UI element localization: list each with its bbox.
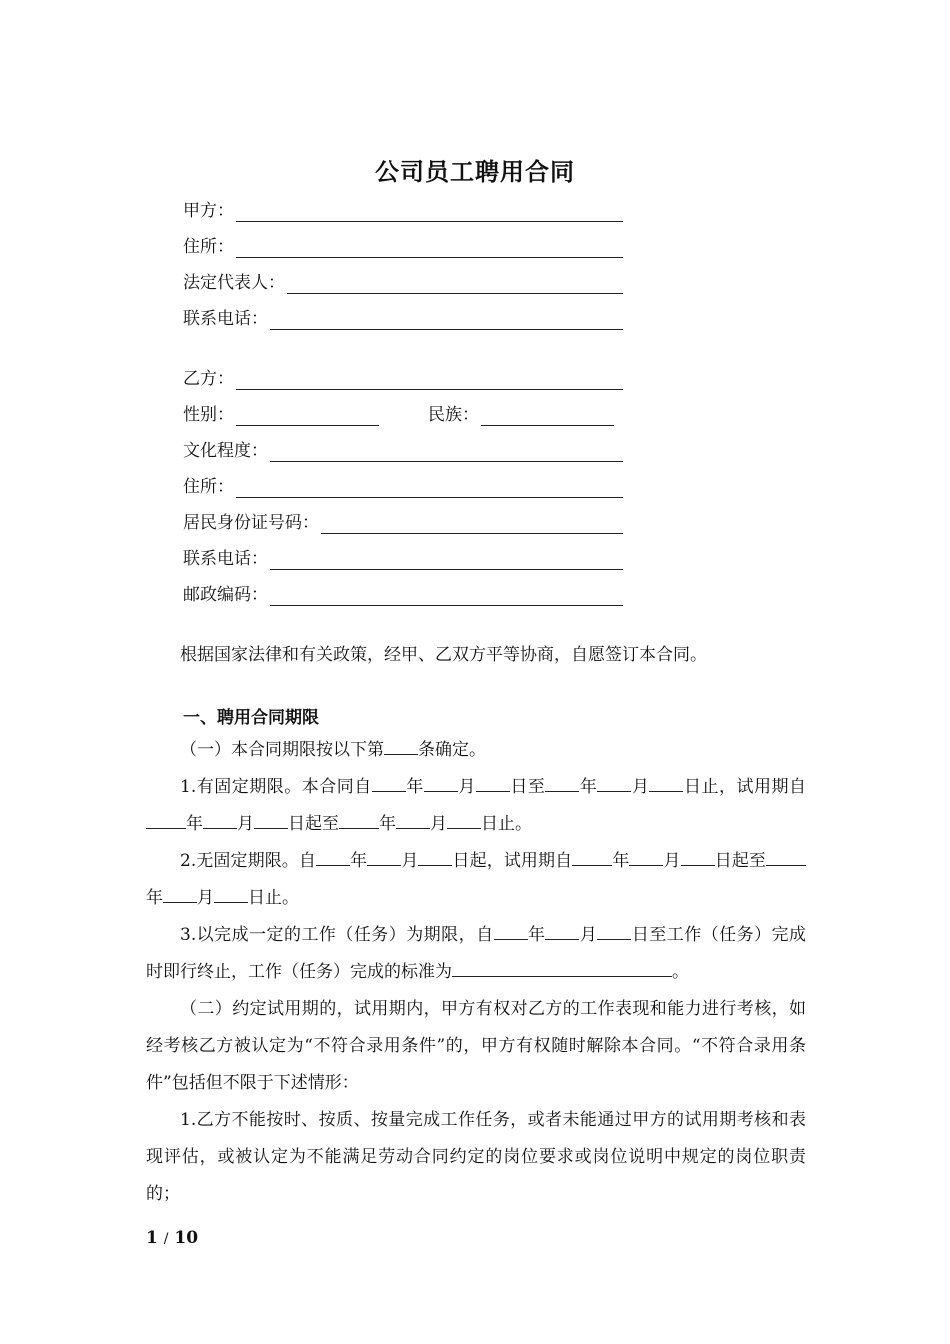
task-term-paragraph: 3.以完成一定的工作（任务）为期限，自 年 月 日至工作（任务）完成时即行终止，工作（任务）完成的标准为 。 [146, 925, 807, 982]
party-b-gender-ethnicity-row [183, 400, 623, 426]
ethnicity-field[interactable] [428, 404, 614, 426]
blank-line[interactable] [236, 371, 623, 390]
blank-line[interactable] [545, 775, 579, 792]
field-label: 民族： [428, 405, 479, 425]
blank-line[interactable] [316, 849, 350, 866]
blank-line[interactable] [372, 775, 406, 792]
party-b-name-field[interactable] [183, 364, 623, 390]
term-choice-paragraph: （一）本合同期限按以下第 条确定。 [180, 740, 486, 760]
blank-line[interactable] [384, 738, 418, 755]
blank-line[interactable] [367, 849, 401, 866]
party-b-education-field[interactable] [183, 436, 623, 462]
blank-line[interactable] [572, 849, 612, 866]
blank-line[interactable] [236, 479, 623, 498]
blank-line[interactable] [270, 311, 623, 330]
blank-line[interactable] [254, 812, 288, 829]
blank-line[interactable] [481, 407, 614, 426]
gender-field[interactable] [183, 404, 379, 426]
blank-line[interactable] [681, 849, 715, 866]
blank-line[interactable] [452, 960, 672, 977]
field-label: 住所： [183, 237, 234, 257]
blank-line[interactable] [287, 275, 623, 294]
document-title: 公司员工聘用合同 [375, 158, 575, 186]
blank-line[interactable] [629, 849, 663, 866]
field-label: 邮政编码： [183, 585, 268, 605]
field-label: 居民身份证号码： [183, 513, 319, 533]
blank-line[interactable] [418, 849, 452, 866]
blank-line[interactable] [236, 203, 623, 222]
party-a-legal-rep-field[interactable] [183, 268, 623, 294]
party-b-id-field[interactable] [183, 508, 623, 534]
section-heading: 一、聘用合同期限 [183, 708, 319, 728]
blank-line[interactable] [339, 812, 379, 829]
party-a-name-field[interactable] [183, 196, 623, 222]
blank-line[interactable] [649, 775, 683, 792]
field-label: 性别： [183, 405, 234, 425]
blank-line[interactable] [476, 775, 510, 792]
fixed-term-paragraph: 1.有固定期限。本合同自 年 月 日至 年 月 日止，试用期自年 月 日起至 年 月 日止。 [146, 769, 806, 843]
field-label: 文化程度： [183, 441, 268, 461]
field-label: 联系电话： [183, 309, 268, 329]
indefinite-term-paragraph: 2.无固定期限。自 年 月 日起，试用期自 年 月 日起至年 月 日止。 [146, 843, 806, 917]
party-b-postcode-field[interactable] [183, 580, 623, 606]
blank-line[interactable] [424, 775, 458, 792]
field-label: 乙方： [183, 369, 234, 389]
blank-line[interactable] [447, 812, 481, 829]
page-number: 1 / 10 [146, 1228, 199, 1248]
party-a-phone-field[interactable] [183, 304, 623, 330]
party-a-address-field[interactable] [183, 232, 623, 258]
blank-line[interactable] [597, 775, 631, 792]
blank-line[interactable] [236, 239, 623, 258]
field-label: 法定代表人： [183, 273, 285, 293]
field-label: 联系电话： [183, 549, 268, 569]
blank-line[interactable] [766, 849, 806, 866]
field-label: 甲方： [183, 201, 234, 221]
condition-1-paragraph: 1.乙方不能按时、按质、按量完成工作任务，或者未能通过甲方的试用期考核和表现评估，或被认定为不能满足劳动合同约定的岗位要求或岗位说明中规定的岗位职责的； [146, 1110, 806, 1204]
party-b-phone-field[interactable] [183, 544, 623, 570]
blank-line[interactable] [270, 587, 623, 606]
blank-line[interactable] [321, 515, 623, 534]
probation-paragraph: （二）约定试用期的，试用期内，甲方有权对乙方的工作表现和能力进行考核，如经考核乙方被认定为“不符合录用条件”的，甲方有权随时解除本合同。“不符合录用条件”包括但不限于下述情形： [146, 999, 806, 1093]
intro-paragraph: 根据国家法律和有关政策，经甲、乙双方平等协商，自愿签订本合同。 [180, 645, 707, 665]
blank-line[interactable] [396, 812, 430, 829]
blank-line[interactable] [270, 551, 623, 570]
blank-line[interactable] [270, 443, 623, 462]
blank-line[interactable] [236, 407, 379, 426]
blank-line[interactable] [214, 886, 248, 903]
blank-line[interactable] [163, 886, 197, 903]
party-b-address-field[interactable] [183, 472, 623, 498]
field-label: 住所： [183, 477, 234, 497]
blank-line[interactable] [494, 923, 528, 940]
blank-line[interactable] [597, 923, 631, 940]
blank-line[interactable] [203, 812, 237, 829]
blank-line[interactable] [146, 812, 186, 829]
blank-line[interactable] [545, 923, 579, 940]
